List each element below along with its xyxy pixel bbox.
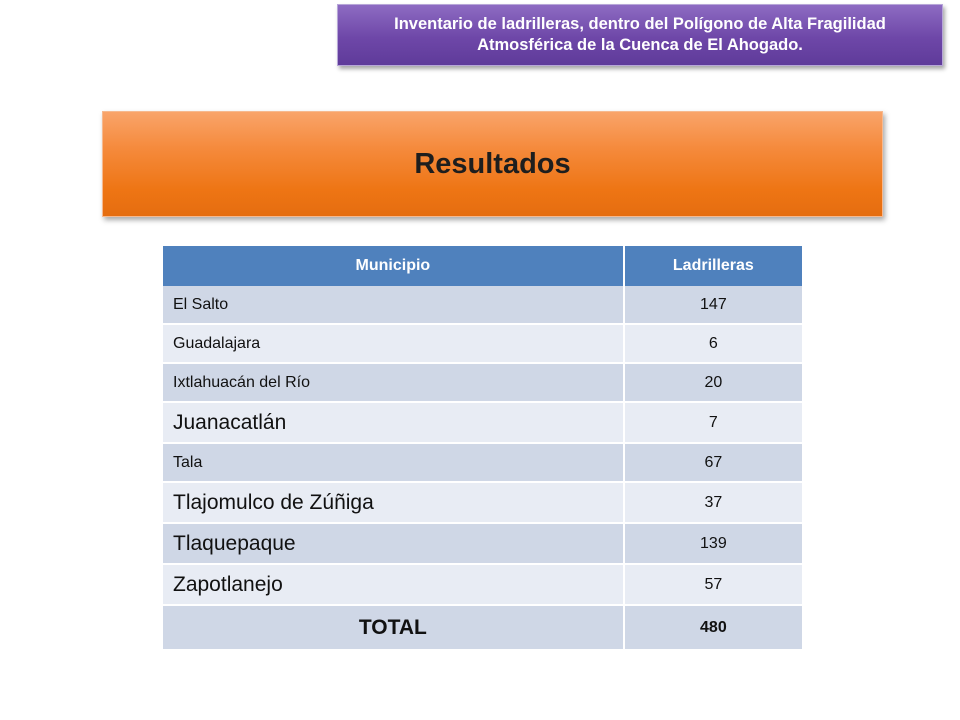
- municipio-cell: Tala: [163, 443, 624, 482]
- ladrilleras-cell: 20: [624, 363, 802, 402]
- municipio-cell: Guadalajara: [163, 324, 624, 363]
- results-banner: [102, 111, 883, 217]
- ladrilleras-cell: 139: [624, 523, 802, 564]
- slide-title: Inventario de ladrilleras, dentro del Polígono de Alta Fragilidad Atmosférica de la Cuenca de El Ahogado.: [394, 15, 886, 54]
- table-row: [163, 286, 802, 324]
- municipio-cell: Tlajomulco de Zúñiga: [163, 482, 624, 523]
- slide-title-box: [337, 4, 943, 66]
- ladrilleras-cell: 57: [624, 564, 802, 605]
- table-row: [163, 324, 802, 363]
- ladrilleras-cell: 147: [624, 286, 802, 324]
- table-row: [163, 482, 802, 523]
- header-ladrilleras: Ladrilleras: [624, 246, 802, 286]
- municipio-cell: Ixtlahuacán del Río: [163, 363, 624, 402]
- municipio-cell: Tlaquepaque: [163, 523, 624, 564]
- ladrilleras-cell: 7: [624, 402, 802, 443]
- municipio-cell: Juanacatlán: [163, 402, 624, 443]
- table-row: [163, 523, 802, 564]
- header-municipio: Municipio: [163, 246, 624, 286]
- ladrilleras-cell: 6: [624, 324, 802, 363]
- municipio-cell: El Salto: [163, 286, 624, 324]
- results-heading: Resultados: [414, 147, 571, 180]
- ladrilleras-table: [163, 246, 802, 651]
- table-row: [163, 363, 802, 402]
- municipio-cell: Zapotlanejo: [163, 564, 624, 605]
- table-row: [163, 564, 802, 605]
- table-header-row: [163, 246, 802, 286]
- total-value: 480: [624, 605, 802, 650]
- ladrilleras-cell: 37: [624, 482, 802, 523]
- total-label: TOTAL: [163, 605, 624, 650]
- table-row: [163, 443, 802, 482]
- total-row: [163, 605, 802, 650]
- ladrilleras-cell: 67: [624, 443, 802, 482]
- table-row: [163, 402, 802, 443]
